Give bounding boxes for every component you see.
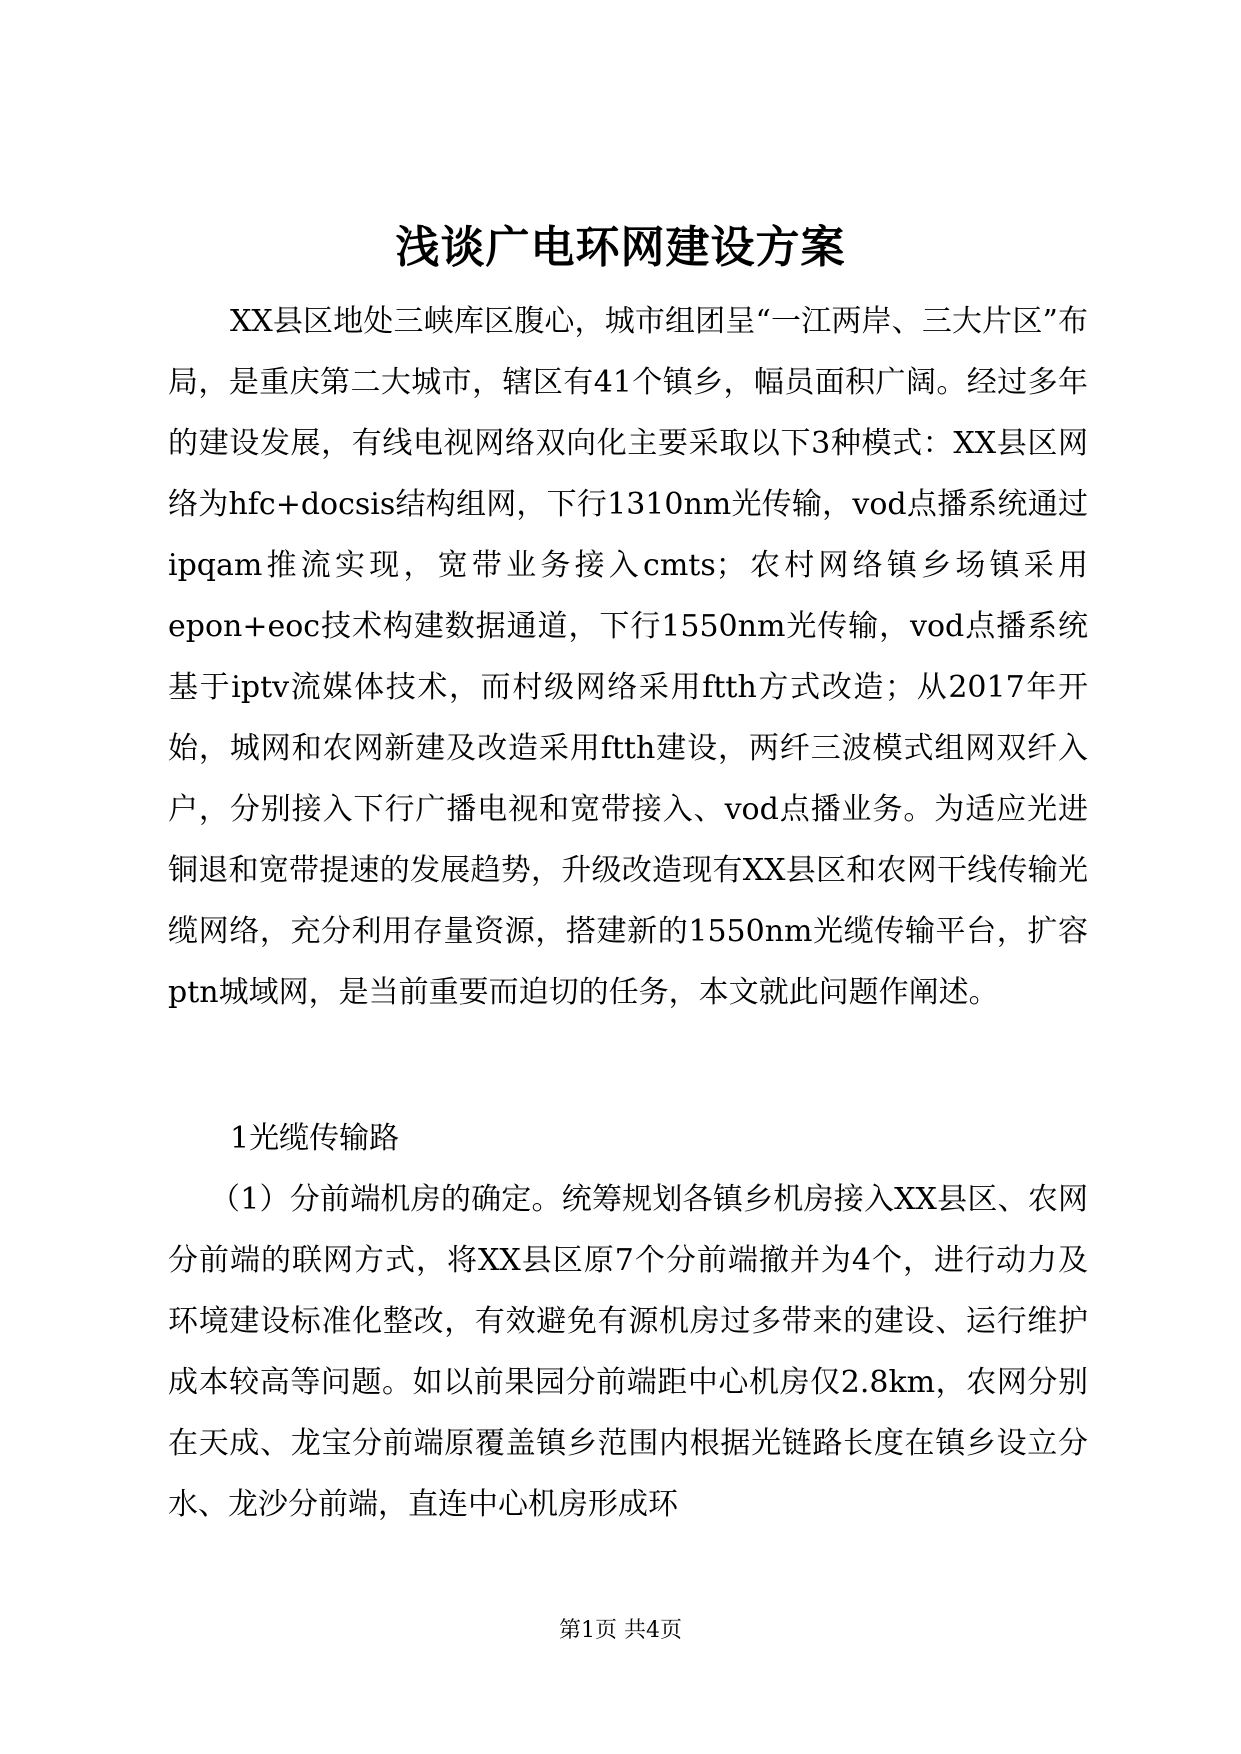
paragraph-intro: XX县区地处三峡库区腹心，城市组团呈“一江两岸、三大片区”布局，是重庆第二大城市，辖区有41个镇乡，幅员面积广阔。经过多年的建设发展，有线电视网络双向化主要采取以下3种模式：XX县区网络为hfc+docsis结构组网，下行1310nm光传输，vod点播系统通过ipqam推流实现，宽带业务接入cmts；农村网络镇乡场镇采用epon+eoc技术构建数据通道，下行1550nm光传输，vod点播系统基于iptv流媒体技术，而村级网络采用ftth方式改造；从2017年开始，城网和农网新建及改造采用ftth建设，两纤三波模式组网双纤入户，分别接入下行广播电视和宽带接入、vod点播业务。为适应光进铜退和宽带提速的发展趋势，升级改造现有XX县区和农网干线传输光缆网络，充分利用存量资源，搭建新的1550nm光缆传输平台，扩容ptn城域网，是当前重要而迫切的任务，本文就此问题作阐述。 xyxy=(168,304,1088,1010)
paragraph-section-1: （1）分前端机房的确定。统筹规划各镇乡机房接入XX县区、农网分前端的联网方式，将XX县区原7个分前端撤并为4个，进行动力及环境建设标准化整改，有效避免有源机房过多带来的建设、运行维护成本较高等问题。如以前果园分前端距中心机房仅2.8km，农网分别在天成、龙宝分前端原覆盖镇乡范围内根据光链路长度在镇乡设立分水、龙沙分前端，直连中心机房形成环 xyxy=(168,1182,1088,1522)
section-heading: 1光缆传输路 xyxy=(230,1121,400,1156)
page-footer: 第1页 共4页 xyxy=(559,1618,682,1643)
document-title: 浅谈广电环网建设方案 xyxy=(395,222,846,273)
